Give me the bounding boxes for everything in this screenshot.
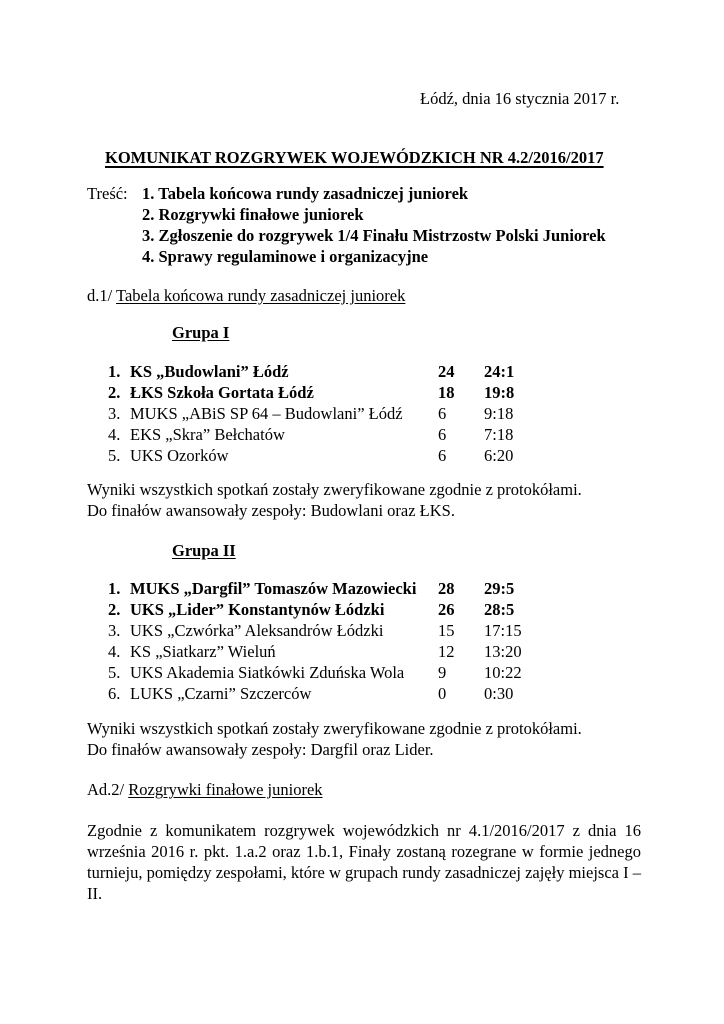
- points: 15: [438, 621, 455, 640]
- group1-note-line1: Wyniki wszystkich spotkań zostały zweryfikowane zgodnie z protokółami.: [87, 480, 582, 499]
- points: 24: [438, 362, 455, 381]
- team-name: UKS Akademia Siatkówki Zduńska Wola: [130, 663, 405, 682]
- date-line: Łódź, dnia 16 stycznia 2017 r.: [420, 89, 620, 108]
- contents-label: Treść:: [87, 184, 128, 203]
- team-name: UKS Ozorków: [130, 446, 229, 465]
- sets-ratio: 19:8: [484, 383, 515, 402]
- team-name: ŁKS Szkoła Gortata Łódź: [130, 383, 314, 402]
- team-name: KS „Budowlani” Łódź: [130, 362, 289, 381]
- rank: 5.: [108, 663, 121, 682]
- contents-item: 4. Sprawy regulaminowe i organizacyjne: [142, 247, 429, 266]
- rank: 2.: [108, 383, 121, 402]
- sets-ratio: 24:1: [484, 362, 515, 381]
- points: 18: [438, 383, 455, 402]
- points: 26: [438, 600, 455, 619]
- sets-ratio: 28:5: [484, 600, 515, 619]
- team-name: KS „Siatkarz” Wieluń: [130, 642, 276, 661]
- rank: 2.: [108, 600, 121, 619]
- section2-title: Rozgrywki finałowe juniorek: [128, 780, 323, 799]
- rank: 3.: [108, 621, 121, 640]
- points: 12: [438, 642, 455, 661]
- rank: 4.: [108, 425, 121, 444]
- rank: 3.: [108, 404, 121, 423]
- contents-item: 3. Zgłoszenie do rozgrywek 1/4 Finału Mistrzostw Polski Juniorek: [142, 226, 606, 245]
- rank: 5.: [108, 446, 121, 465]
- sets-ratio: 9:18: [484, 404, 514, 423]
- document-title: KOMUNIKAT ROZGRYWEK WOJEWÓDZKICH NR 4.2/2016/2017: [105, 148, 604, 167]
- rank: 6.: [108, 684, 121, 703]
- contents-item: 1. Tabela końcowa rundy zasadniczej juniorek: [142, 184, 469, 203]
- team-name: UKS „Lider” Konstantynów Łódzki: [130, 600, 385, 619]
- team-name: UKS „Czwórka” Aleksandrów Łódzki: [130, 621, 384, 640]
- points: 28: [438, 579, 455, 598]
- group2-title: Grupa II: [172, 541, 236, 560]
- points: 6: [438, 404, 447, 423]
- sets-ratio: 29:5: [484, 579, 515, 598]
- sets-ratio: 6:20: [484, 446, 514, 465]
- section1-title: Tabela końcowa rundy zasadniczej juniorek: [116, 286, 406, 305]
- rank: 4.: [108, 642, 121, 661]
- contents-item: 2. Rozgrywki finałowe juniorek: [142, 205, 364, 224]
- sets-ratio: 0:30: [484, 684, 514, 703]
- sets-ratio: 17:15: [484, 621, 522, 640]
- rank: 1.: [108, 362, 121, 381]
- sets-ratio: 10:22: [484, 663, 522, 682]
- points: 6: [438, 425, 447, 444]
- team-name: EKS „Skra” Bełchatów: [130, 425, 285, 444]
- group1-note-line2: Do finałów awansowały zespoły: Budowlani oraz ŁKS.: [87, 501, 455, 520]
- contents-list: [142, 183, 606, 267]
- team-name: LUKS „Czarni” Szczerców: [130, 684, 312, 703]
- section2-heading: [87, 779, 323, 800]
- group1-title: Grupa I: [172, 323, 230, 342]
- sets-ratio: 13:20: [484, 642, 522, 661]
- points: 6: [438, 446, 447, 465]
- rank: 1.: [108, 579, 121, 598]
- team-name: MUKS „ABiS SP 64 – Budowlani” Łódź: [130, 404, 403, 423]
- group2-note-line1: Wyniki wszystkich spotkań zostały zweryfikowane zgodnie z protokółami.: [87, 719, 582, 738]
- team-name: MUKS „Dargfil” Tomaszów Mazowiecki: [130, 579, 417, 598]
- group2-note-line2: Do finałów awansowały zespoły: Dargfil oraz Lider.: [87, 740, 434, 759]
- section1-prefix: d.1/: [87, 286, 113, 305]
- points: 9: [438, 663, 447, 682]
- points: 0: [438, 684, 447, 703]
- section1-heading: [87, 285, 405, 306]
- section2-prefix: Ad.2/: [87, 780, 125, 799]
- section2-paragraph: Zgodnie z komunikatem rozgrywek wojewódzkich nr 4.1/2016/2017 z dnia 16 września 2016 r. pkt. 1.a.2 oraz 1.b.1, Finały zostaną rozegrane w formie jednego turnieju, pomiędzy zespołami, które w grupach rundy zasadniczej zajęły miejsca I – II.: [87, 821, 641, 903]
- sets-ratio: 7:18: [484, 425, 514, 444]
